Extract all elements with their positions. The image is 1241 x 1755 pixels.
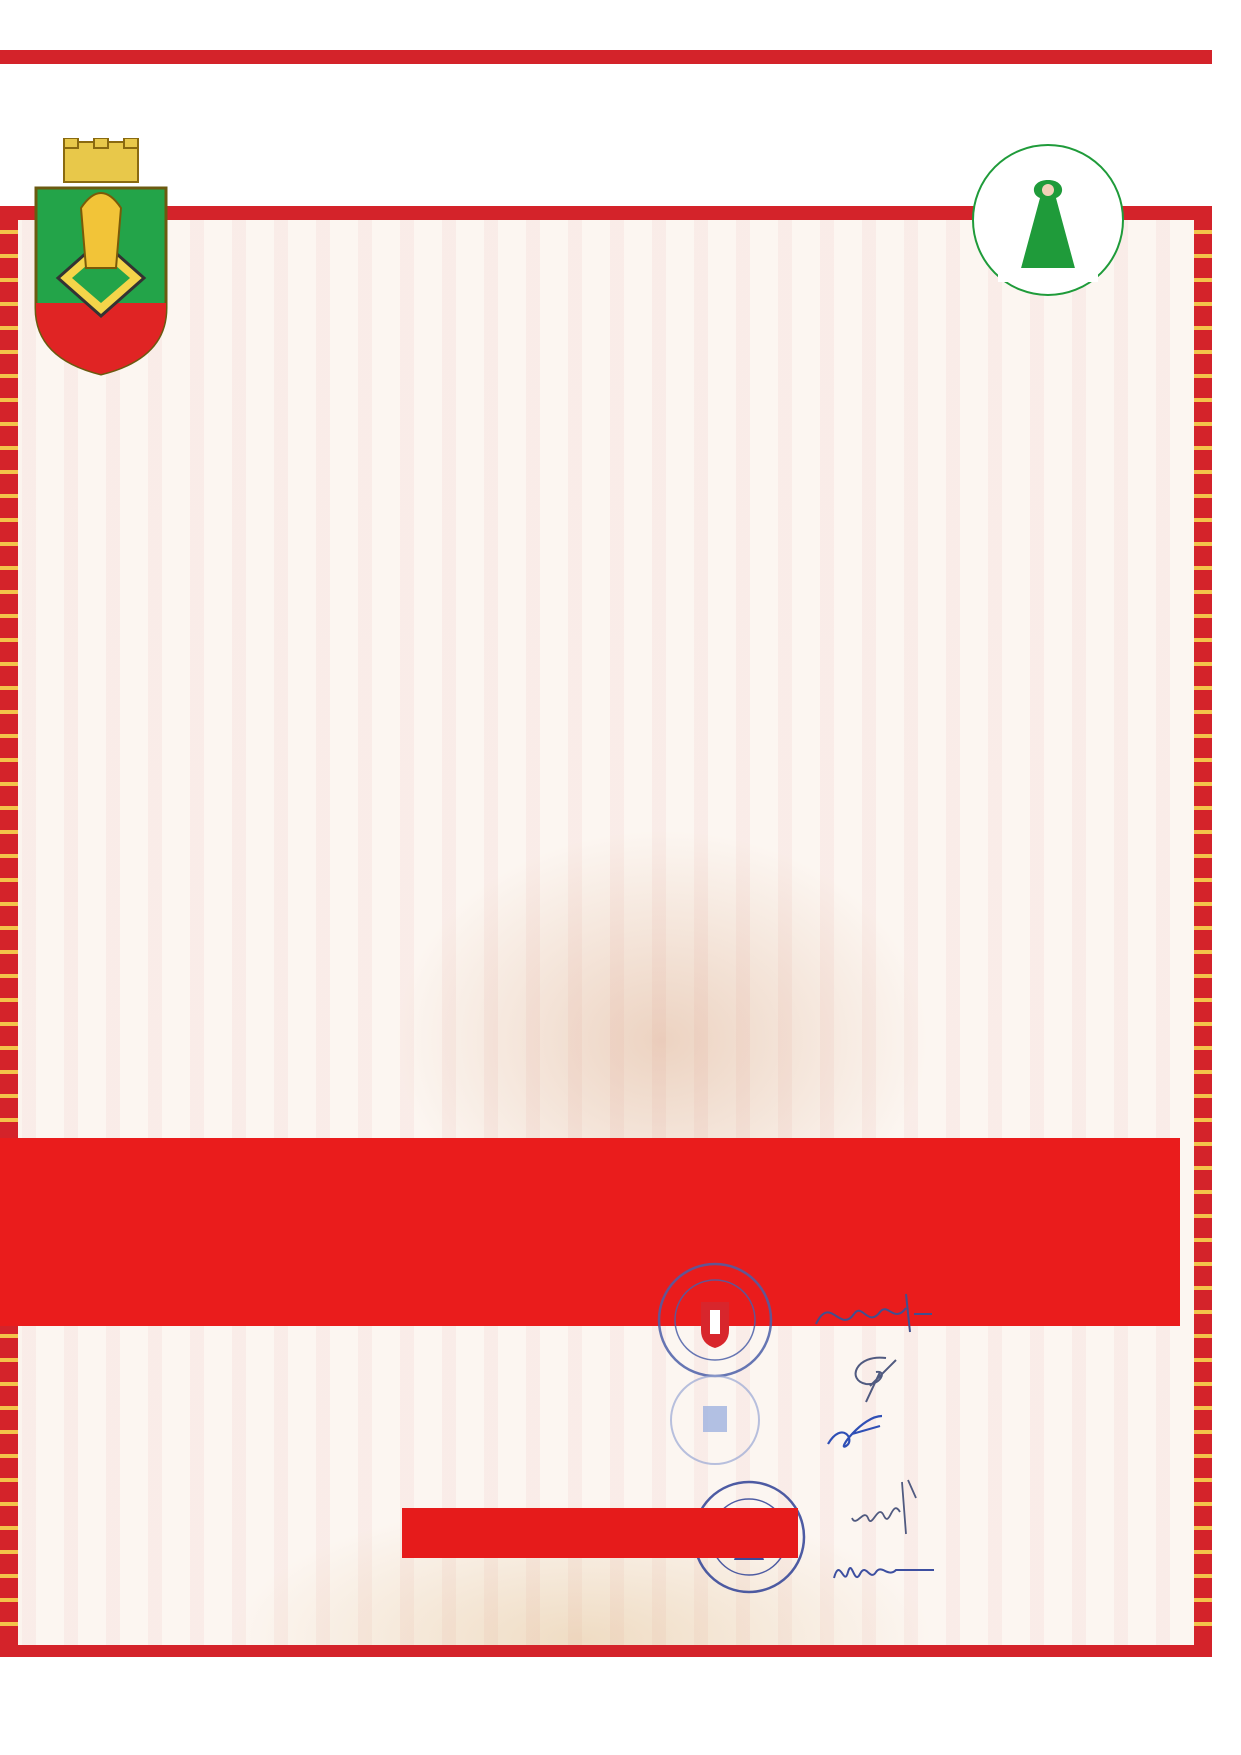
bottom-ornaments bbox=[0, 1645, 1212, 1755]
certificate-sheet bbox=[0, 50, 1212, 1755]
date-label bbox=[402, 1508, 798, 1558]
organization-emblem-icon bbox=[970, 142, 1126, 298]
signatory-row bbox=[0, 1405, 1212, 1435]
signatory-row bbox=[0, 1335, 1212, 1365]
bottom-ornament-band bbox=[0, 1645, 1212, 1755]
signatory-row bbox=[0, 1474, 1212, 1504]
reason-banner bbox=[0, 1138, 1180, 1326]
coat-of-arms-icon bbox=[26, 138, 176, 378]
signatory-row bbox=[0, 1618, 1212, 1648]
